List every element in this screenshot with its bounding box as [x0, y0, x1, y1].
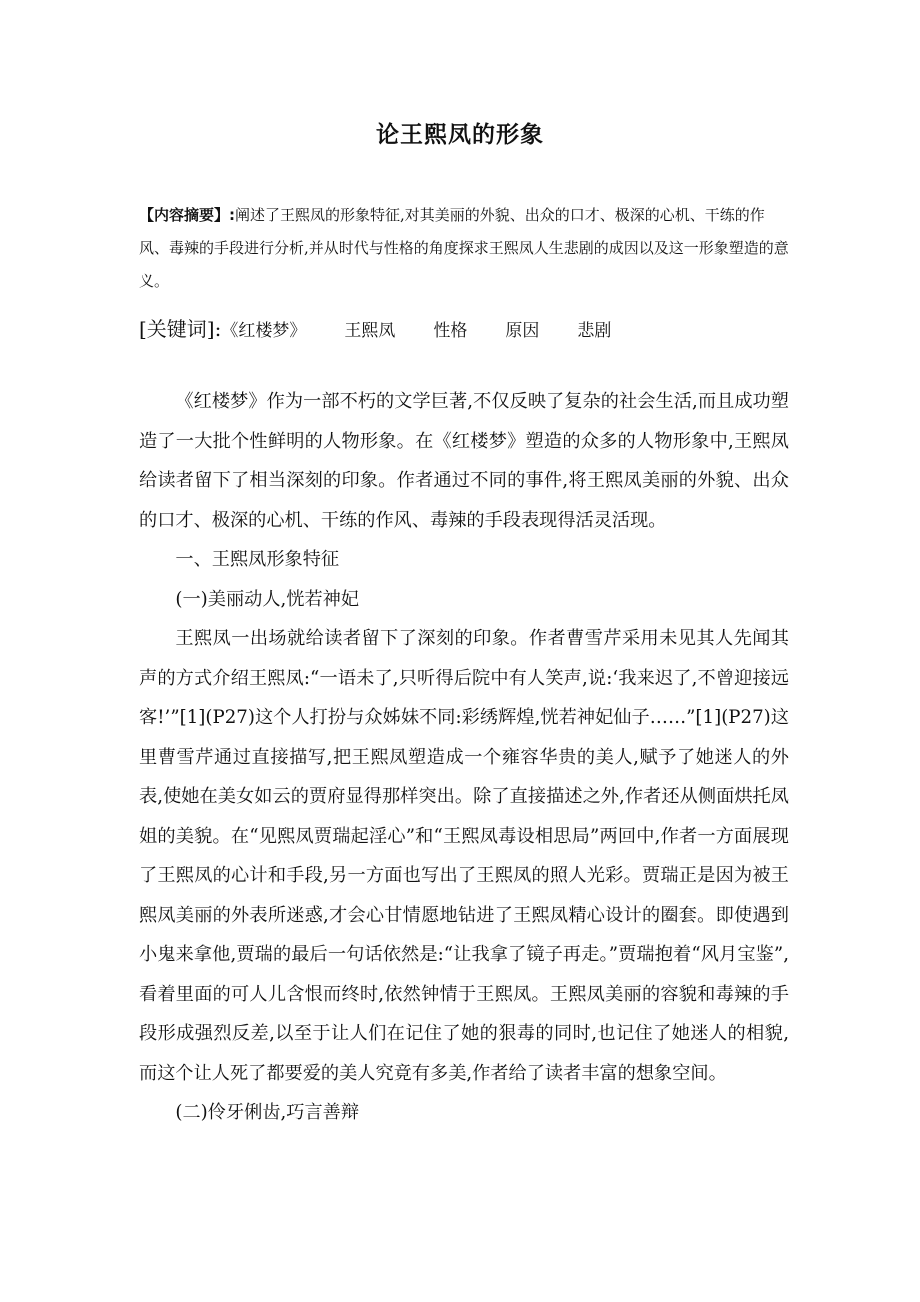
keyword-item: 原因: [505, 321, 540, 341]
abstract-label: 【内容摘要】:: [139, 206, 235, 224]
abstract: [139, 199, 789, 298]
page-title: 论王熙凤的形象: [376, 122, 544, 148]
subsection-heading: (一)美丽动人,恍若神妃: [175, 588, 360, 610]
keyword-item: 性格: [433, 321, 468, 341]
section-heading: 一、王熙凤形象特征: [175, 549, 340, 570]
subsection-heading: (二)伶牙俐齿,巧言善辩: [175, 1102, 360, 1123]
keywords-line: [139, 311, 789, 349]
keyword-item: 悲剧: [577, 321, 612, 341]
keyword-item: 《红楼梦》: [221, 321, 307, 341]
keywords-label: [关键词]:: [139, 317, 222, 341]
body-paragraph: 王熙凤一出场就给读者留下了深刻的印象。作者曹雪芹采用未见其人先闻其声的方式介绍王熙凤:“一语未了,只听得后院中有人笑声,说:‘我来迟了,不曾迎接远客!’”[1](P27)这个人打扮与众姊妹不同:彩绣辉煌,恍若神妃仙子……”[1](P27)这里曹雪芹通过直接描写,把王熙凤塑造成一个雍容华贵的美人,赋予了她迷人的外表,使她在美女如云的贾府显得那样突出。除了直接描述之外,作者还从侧面烘托凤姐的美貌。在“见熙凤贾瑞起淫心”和“王熙凤毒设相思局”两回中,作者一方面展现了王熙凤的心计和手段,另一方面也写出了王熙凤的照人光彩。贾瑞正是因为被王熙凤美丽的外表所迷惑,才会心甘情愿地钻进了王熙凤精心设计的圈套。即使遇到小鬼来拿他,贾瑞的最后一句话依然是:“让我拿了镜子再走。”贾瑞抱着“风月宝鉴”,看着里面的可人儿含恨而终时,依然钟情于王熙凤。王熙凤美丽的容貌和毒辣的手段形成强烈反差,以至于让人们在记住了她的狠毒的同时,也记住了她迷人的相貌,而这个让人死了都要爱的美人究竟有多美,作者给了读者丰富的想象空间。: [139, 628, 789, 1084]
keyword-item: 王熙凤: [344, 321, 396, 341]
intro-paragraph: 《红楼梦》作为一部不朽的文学巨著,不仅反映了复杂的社会生活,而且成功塑造了一大批个性鲜明的人物形象。在《红楼梦》塑造的众多的人物形象中,王熙凤给读者留下了相当深刻的印象。作者通过不同的事件,将王熙凤美丽的外貌、出众的口才、极深的心机、干练的作风、毒辣的手段表现得活灵活现。: [139, 391, 789, 531]
body-text: [139, 382, 789, 1133]
abstract-text: 阐述了王熙凤的形象特征,对其美丽的外貌、出众的口才、极深的心机、干练的作风、毒辣的手段进行分析,并从时代与性格的角度探求王熙凤人生悲剧的成因以及这一形象塑造的意义。: [139, 206, 789, 290]
